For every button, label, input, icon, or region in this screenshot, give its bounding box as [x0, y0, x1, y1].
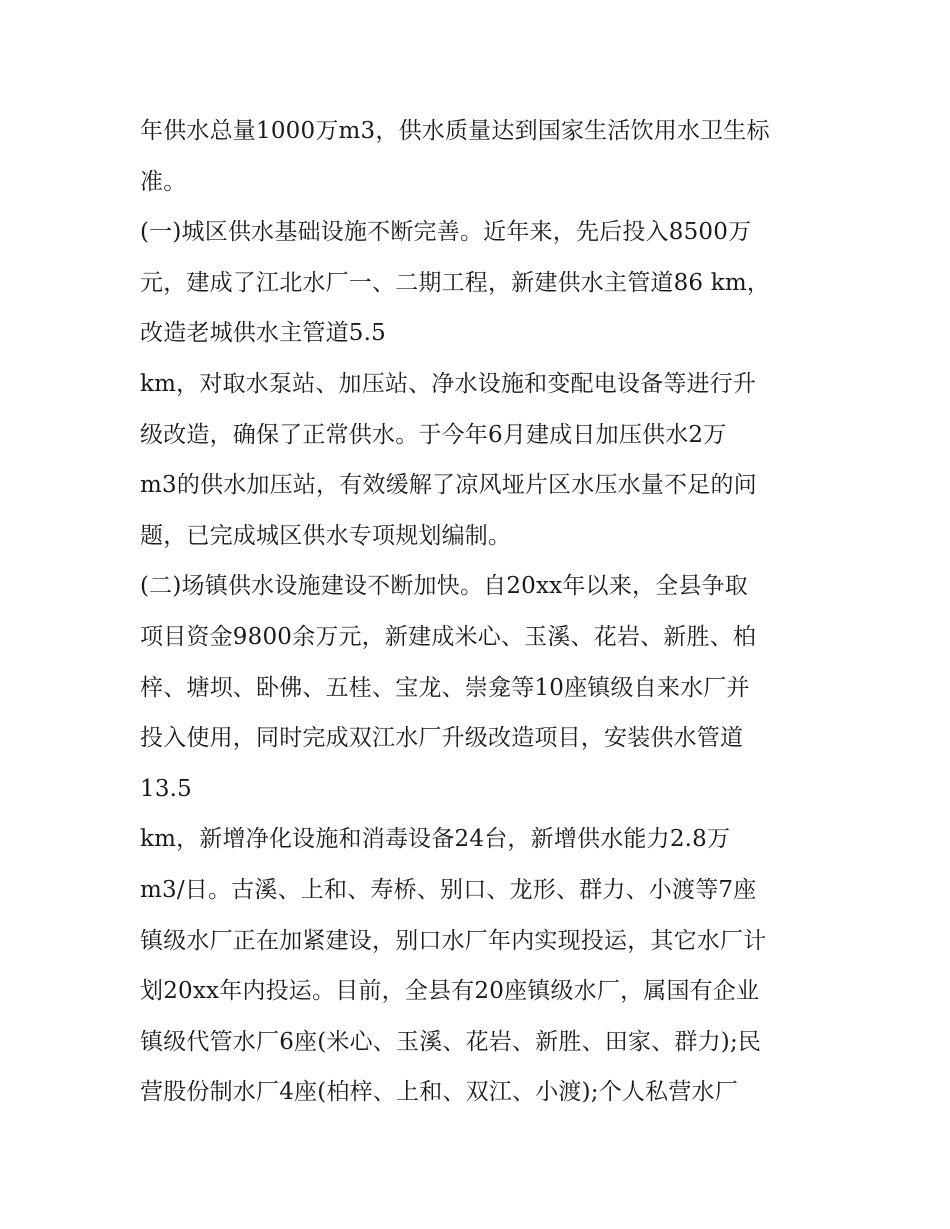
text-line: 元，建成了江北水厂一、二期工程，新建供水主管道86 km，: [140, 269, 771, 296]
text-line: (一)城区供水基础设施不断完善。近年来，先后投入8500万: [140, 219, 752, 246]
text-line: 年供水总量1000万m3，供水质量达到国家生活饮用水卫生标: [140, 118, 770, 144]
text-line: 13.5: [140, 775, 193, 802]
text-line: m3的供水加压站，有效缓解了凉风垭片区水压水量不足的问: [140, 472, 757, 499]
body-text: [140, 106, 820, 1118]
text-line: 改造老城供水主管道5.5: [140, 320, 386, 347]
text-line: 营股份制水厂4座(柏梓、上和、双江、小渡);个人私营水厂: [140, 1079, 738, 1106]
text-line: km，对取水泵站、加压站、净水设施和变配电设备等进行升: [140, 370, 757, 397]
text-line: 题，已完成城区供水专项规划编制。: [140, 522, 512, 549]
text-line: 级改造，确保了正常供水。于今年6月建成日加压供水2万: [140, 421, 727, 448]
text-line: 准。: [140, 168, 187, 195]
text-line: 梓、塘坝、卧佛、五桂、宝龙、崇龛等10座镇级自来水厂并: [140, 674, 750, 701]
text-line: 镇级代管水厂6座(米心、玉溪、花岩、新胜、田家、群力);民: [140, 1028, 762, 1055]
text-line: (二)场镇供水设施建设不断加快。自20xx年以来，全县争取: [140, 573, 748, 600]
text-line: km，新增净化设施和消毒设备24台，新增供水能力2.8万: [140, 826, 731, 853]
text-line: 投入使用，同时完成双江水厂升级改造项目，安装供水管道: [140, 725, 744, 752]
text-line: m3/日。古溪、上和、寿桥、别口、龙形、群力、小渡等7座: [140, 876, 757, 903]
text-line: 项目资金9800余万元，新建成米心、玉溪、花岩、新胜、柏: [140, 623, 757, 650]
text-line: 划20xx年内投运。目前，全县有20座镇级水厂，属国有企业: [140, 978, 760, 1005]
text-line: 镇级水厂正在加紧建设，别口水厂年内实现投运，其它水厂计: [140, 927, 767, 954]
